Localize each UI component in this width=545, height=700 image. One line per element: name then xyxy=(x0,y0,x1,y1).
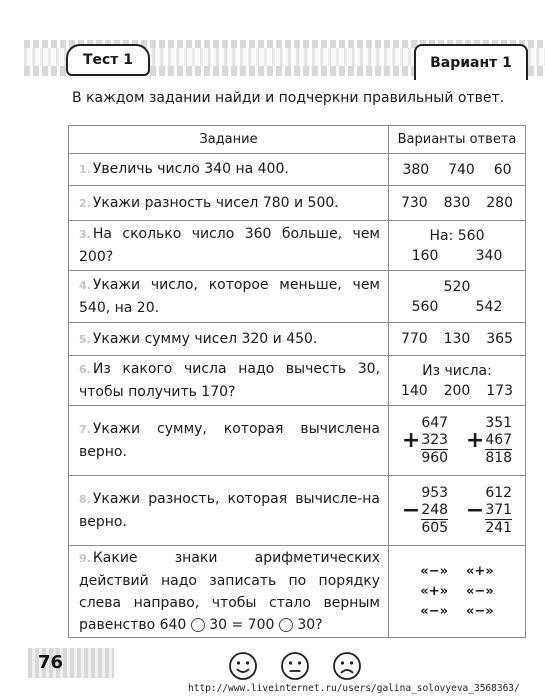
task-number: 8. xyxy=(79,493,91,506)
result: 241 xyxy=(485,519,513,536)
variant-label: Вариант 1 xyxy=(414,44,528,80)
task-text xyxy=(69,323,389,356)
answer-option[interactable]: 770 xyxy=(400,331,428,347)
operand: 248 xyxy=(421,501,449,518)
task-number: 9. xyxy=(79,552,91,565)
plus-sign: + xyxy=(465,427,485,453)
addition-option[interactable] xyxy=(466,415,512,467)
minus-sign: − xyxy=(465,497,485,523)
answer-option[interactable]: 173 xyxy=(486,382,513,399)
task-question: Какие знаки арифметических действий надо записать по порядку слева направо, чтобы стало верным равенство 640 xyxy=(79,550,380,633)
task-row-5 xyxy=(69,323,526,356)
operand: 612 xyxy=(485,484,513,501)
page-number-box xyxy=(28,648,114,678)
answer-options xyxy=(389,406,526,476)
self-assessment-faces xyxy=(228,651,362,681)
answer-options xyxy=(389,546,526,638)
task-question: Укажи сумму, которая вычислена верно. xyxy=(79,421,380,460)
operand: 953 xyxy=(421,484,449,501)
subtraction-option[interactable] xyxy=(466,485,512,537)
neutral-icon[interactable] xyxy=(280,651,310,681)
task-text xyxy=(69,406,389,476)
task-text xyxy=(69,271,389,323)
task-number: 2. xyxy=(79,196,91,210)
operand: 371 xyxy=(485,501,513,518)
answer-option[interactable]: 830 xyxy=(443,195,471,211)
sign-option[interactable]: «−» xyxy=(420,563,448,579)
test-label: Тест 1 xyxy=(66,44,150,76)
answer-option[interactable]: 560 xyxy=(457,227,485,244)
answer-options xyxy=(389,476,526,546)
answer-option[interactable]: 365 xyxy=(486,331,513,347)
answer-option[interactable]: 740 xyxy=(448,161,475,178)
task-question: Укажи сумму чисел 320 и 450. xyxy=(92,330,318,347)
column-header-answers: Варианты ответа xyxy=(389,126,526,154)
answer-option[interactable]: 560 xyxy=(411,298,439,315)
answer-option[interactable]: 140 xyxy=(400,382,428,399)
task-text xyxy=(69,546,389,638)
task-text xyxy=(69,221,389,271)
answer-option[interactable]: 200 xyxy=(443,382,471,399)
result: 818 xyxy=(485,449,513,466)
task-text xyxy=(69,154,389,186)
task-question: Увеличь число 340 на 400. xyxy=(92,161,289,177)
task-question-part: 30 = 700 xyxy=(209,617,275,633)
answer-options xyxy=(389,323,526,356)
operand: 467 xyxy=(485,431,513,448)
task-row-9 xyxy=(69,546,526,638)
answer-option[interactable]: 130 xyxy=(443,331,471,347)
task-row-2 xyxy=(69,186,526,221)
operand: 351 xyxy=(485,414,513,431)
task-number: 1. xyxy=(79,163,91,176)
sign-option[interactable]: «+» xyxy=(466,563,494,579)
page-number: 76 xyxy=(38,652,64,673)
answer-options xyxy=(389,186,526,221)
task-number: 4. xyxy=(79,279,91,292)
answer-option[interactable]: 542 xyxy=(475,298,503,315)
plus-sign: + xyxy=(401,427,421,453)
addition-option[interactable] xyxy=(402,415,448,467)
task-number: 7. xyxy=(79,423,91,436)
answer-options xyxy=(389,271,526,323)
task-row-3 xyxy=(69,221,526,271)
task-question: Укажи разность чисел 780 и 500. xyxy=(92,194,339,211)
operand: 323 xyxy=(421,431,449,448)
task-question: Из какого числа надо вычесть 30, чтобы получить 170? xyxy=(79,361,380,400)
sad-icon[interactable] xyxy=(332,651,362,681)
blank-circle xyxy=(191,618,205,632)
instruction: В каждом задании найди и подчеркни правильный ответ. xyxy=(72,90,505,106)
sign-option[interactable]: «−» xyxy=(420,603,448,619)
minus-sign: − xyxy=(401,497,421,523)
task-text xyxy=(69,356,389,406)
task-row-8 xyxy=(69,476,526,546)
sign-option[interactable]: «−» xyxy=(466,583,494,599)
answer-option[interactable]: 160 xyxy=(411,247,439,264)
operand: 647 xyxy=(421,414,449,431)
answer-option[interactable]: 380 xyxy=(402,161,430,178)
answer-prefix: На: xyxy=(429,227,454,244)
answer-option[interactable]: 340 xyxy=(475,247,503,264)
smile-icon[interactable] xyxy=(228,651,258,681)
task-row-4 xyxy=(69,271,526,323)
blank-circle xyxy=(279,618,293,632)
answer-options xyxy=(389,356,526,406)
tasks-table xyxy=(68,125,526,638)
table-header-row xyxy=(69,126,526,154)
answer-option[interactable]: 730 xyxy=(400,195,428,211)
task-question-part: 30? xyxy=(297,617,323,633)
answer-option[interactable]: 520 xyxy=(443,278,471,295)
task-number: 6. xyxy=(79,363,91,376)
answer-options xyxy=(389,221,526,271)
task-text xyxy=(69,476,389,546)
task-row-7 xyxy=(69,406,526,476)
answer-prefix: Из числа: xyxy=(422,362,492,379)
task-question: На сколько число 360 больше, чем 200? xyxy=(79,226,380,265)
source-url: http://www.liveinternet.ru/users/galina_solovyeva_3568363/ xyxy=(188,683,520,694)
task-row-6 xyxy=(69,356,526,406)
task-question: Укажи разность, которая вычисле-на верно. xyxy=(79,491,380,530)
result: 605 xyxy=(421,519,449,536)
answer-options xyxy=(389,154,526,186)
sign-option[interactable]: «−» xyxy=(466,603,494,619)
sign-option[interactable]: «+» xyxy=(420,583,448,599)
result: 960 xyxy=(421,449,449,466)
task-text xyxy=(69,186,389,221)
task-number: 3. xyxy=(79,228,91,241)
subtraction-option[interactable] xyxy=(402,485,448,537)
column-header-task: Задание xyxy=(69,126,389,154)
task-number: 5. xyxy=(79,332,91,346)
task-row-1 xyxy=(69,154,526,186)
answer-option[interactable]: 280 xyxy=(486,195,513,211)
task-question: Укажи число, которое меньше, чем 540, на 20. xyxy=(79,277,380,316)
answer-option[interactable]: 60 xyxy=(493,161,512,178)
